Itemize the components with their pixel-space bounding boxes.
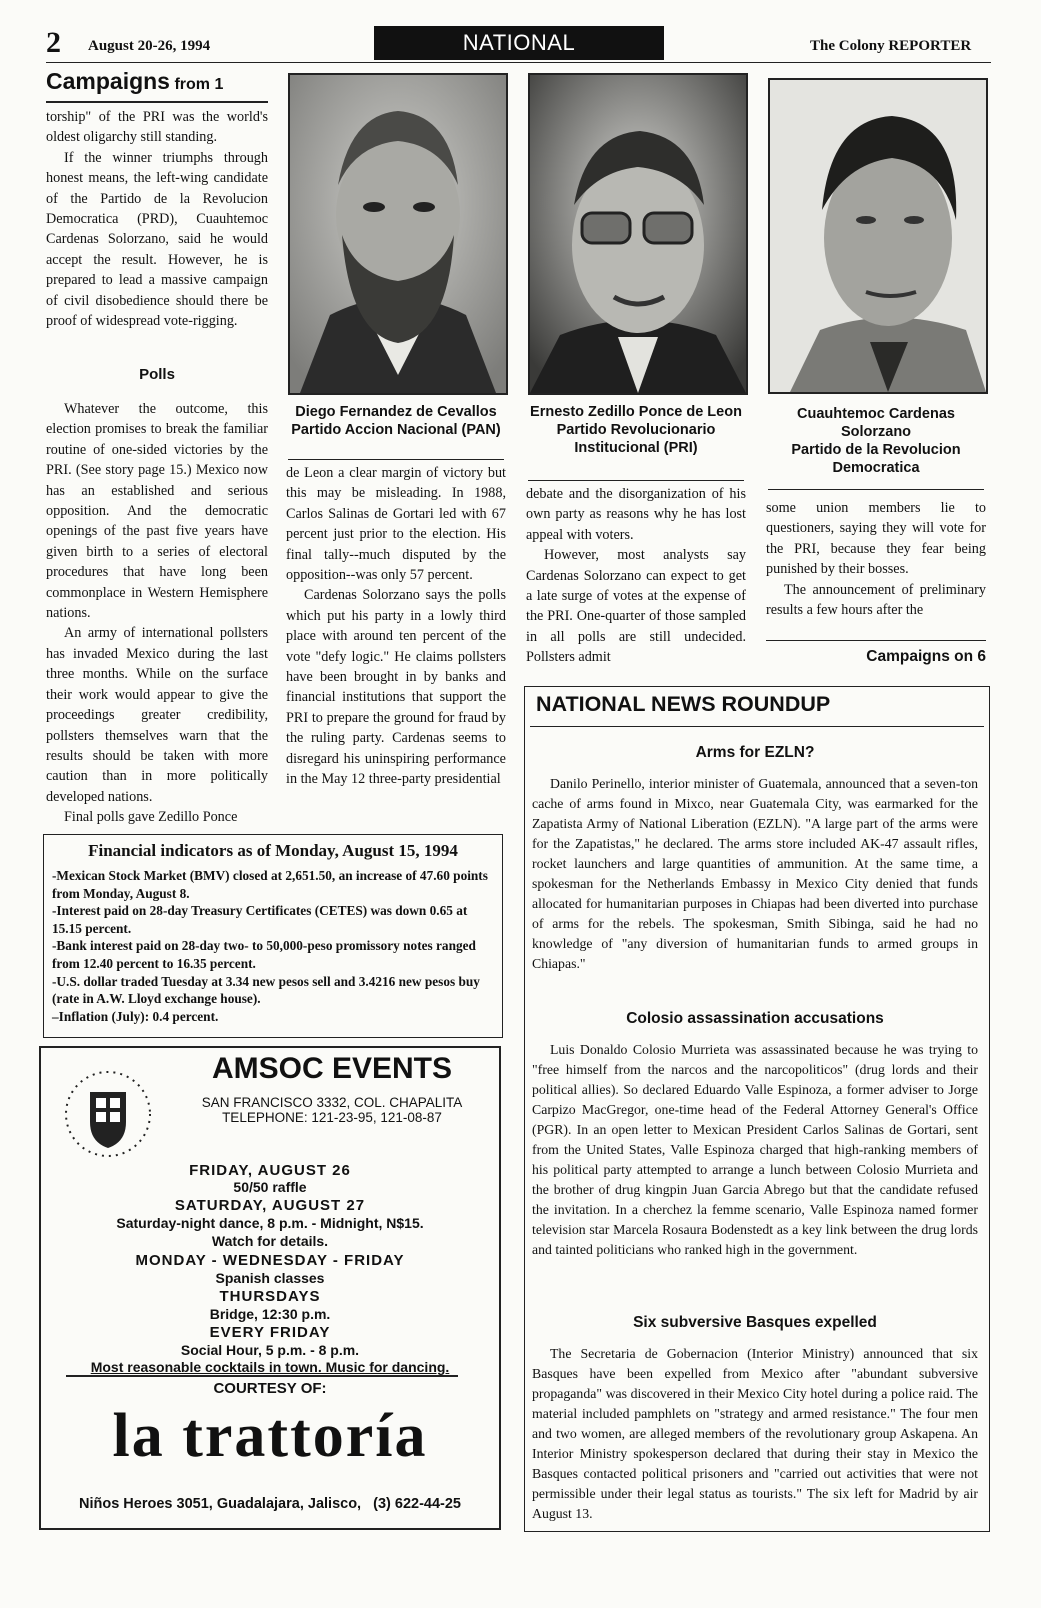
sponsor-address: Niños Heroes 3051, Guadalajara, Jalisco,	[79, 1496, 362, 1512]
caption-rule	[288, 459, 504, 460]
event-detail: Most reasonable cocktails in town. Music for dancing.	[90, 1359, 450, 1375]
article-paragraph: An army of international pollsters has invaded Mexico during the last three months. While on the surface their work would appear to give the proceedings greater credibility, pollsters themselves warn that the results should be taken with more caution than in more politically developed nations.	[46, 625, 268, 805]
caption-name: Ernesto Zedillo Ponce de Leon	[530, 404, 742, 420]
event-day: FRIDAY, AUGUST 26	[189, 1162, 351, 1179]
article-paragraph: torship" of the PRI was the world's oldest oligarchy still standing.	[46, 109, 268, 146]
article-paragraph: The announcement of preliminary results a few hours after the	[766, 581, 986, 619]
photo-fernandez-de-cevallos	[288, 73, 508, 395]
event-day: THURSDAYS	[219, 1288, 321, 1305]
article-paragraph: Cardenas Solorzano says the polls which put his party in a lowly third place with around ten percent of the vote "defy logic." He claims pollsters have been brought in by banks and financial institutions that support the PRI to prepare the ground for fraud by the ruling party. Cardenas seems to disregard his uninspiring performance in the May 12 three-party presidential	[286, 587, 506, 788]
article-column-4	[766, 498, 986, 620]
caption-fernandez	[283, 403, 509, 439]
photo-zedillo	[528, 73, 748, 395]
financial-item: -Mexican Stock Market (BMV) closed at 2,651.50, an increase of 47.60 points from Monday, August 8.	[52, 868, 488, 901]
story-text: The Secretaria de Gobernacion (Interior Ministry) announced that six Basques have been expelled from Mexico after "abundant subversive propaganda" was discovered in their Mexico City hotel during a police raid. The material included pamphlets on "strategy and armed resistance." The four men and two women, are alleged members of the revolutionary group Askapena. An Interior Ministry spokesperson declared that during their stay in Mexico the Basques contacted political prisoners and "carried out activities that were not permissible under their legal status as tourists." The six left for Madrid by air August 13.	[532, 1346, 978, 1521]
financial-item: –Inflation (July): 0.4 percent.	[52, 1008, 219, 1024]
story-text: Danilo Perinello, interior minister of Guatemala, announced that a seven-ton cache of arms found in Mixco, near Guatemala City, was earmarked for the Zapatista Army of National Liberation (EZLN). "A large part of the arms were for the Zapatistas," he declared. The arms store included AK-47 assault rifles, rocket launchers and large quantities of ammunition. At the same time, a spokesman for the Netherlands Embassy in Mexico City denied that funds allocated for humanitarian purposes in Chiapas had been diverted into purchase of arms for the rebels. The spokesman, Smith Sibinga, said he had no knowledge of "any diversion of humanitarian funds to armed groups in Chiapas."	[532, 776, 978, 971]
roundup-story-arms	[532, 744, 978, 974]
story-headline: Arms for EZLN?	[695, 744, 815, 761]
caption-zedillo	[522, 403, 750, 457]
financial-item: -U.S. dollar traded Tuesday at 3.34 new pesos sell and 3.4216 new pesos buy (rate in A.W. Lloyd exchange house).	[52, 973, 480, 1007]
masthead-rule	[46, 62, 991, 63]
page-number: 2	[46, 26, 61, 59]
financial-indicators-box	[43, 834, 503, 1038]
article-paragraph: Whatever the outcome, this election promises to break the familiar routine of one-sided victories by the PRI. (See story page 15.) Mexico now has an established and serious opposition. And the democratic openings of the past five years have given birth to a series of electoral procedures that have long been commonplace in Western Hemisphere nations.	[46, 401, 268, 622]
sponsor-logo: la trattoría	[112, 1402, 428, 1470]
issue-date: August 20-26, 1994	[88, 38, 211, 54]
article-paragraph: If the winner triumphs through honest means, the left-wing candidate of the Partido de la Revolucion Democratica (PRD), Cuauhtemoc Cardenas Solorzano, said he would accept the result. However, he is prepared to lead a massive campaign of civil disobedience should there be proof of widespread vote-rigging.	[46, 149, 268, 330]
amsoc-title: AMSOC EVENTS	[211, 1052, 453, 1085]
event-detail: Saturday-night dance, 8 p.m. - Midnight, N$15.	[116, 1215, 424, 1231]
event-detail: Social Hour, 5 p.m. - 8 p.m.	[180, 1342, 360, 1358]
article-paragraph: some union members lie to questioners, saying they will vote for the PRI, because they fear being punished by their bosses.	[766, 500, 986, 578]
roundup-rule	[530, 726, 984, 727]
subhead-polls: Polls	[139, 366, 175, 383]
jump-rule	[766, 640, 986, 641]
caption-rule	[768, 489, 984, 490]
sponsor-contact	[46, 1496, 494, 1512]
article-column-1a	[46, 107, 268, 331]
article-column-2	[286, 463, 506, 790]
financial-item: -Bank interest paid on 28-day two- to 50,000-peso promissory notes ranged from 12.40 percent to 16.35 percent.	[52, 938, 476, 971]
article-column-1b	[46, 399, 268, 828]
sponsor-phone: (3) 622-44-25	[373, 1496, 461, 1512]
event-day: MONDAY - WEDNESDAY - FRIDAY	[135, 1252, 405, 1269]
story-headline: Colosio assassination accusations	[626, 1010, 884, 1027]
roundup-story-colosio	[532, 1010, 978, 1260]
amsoc-address: SAN FRANCISCO 3332, COL. CHAPALITA	[201, 1095, 463, 1110]
event-day: SATURDAY, AUGUST 27	[174, 1197, 366, 1214]
article-paragraph: debate and the disorganization of his own party as reasons why he has lost appeal with voters.	[526, 486, 746, 543]
amsoc-telephone: TELEPHONE: 121-23-95, 121-08-87	[222, 1110, 442, 1125]
portrait-image	[530, 75, 746, 393]
story-headline: Six subversive Basques expelled	[633, 1314, 877, 1331]
story-text: Luis Donaldo Colosio Murrieta was assassinated because he was trying to "free himself from the narcos and the narcopoliticos" (drug lords and their political allies). So declared Eduardo Valle Espinoza, a former adviser to Jorge Carpizo MacGregor, one-time head of the Federal Attorney General's Office (PGR). In an open letter to Mexican President Carlos Salinas de Gortari, sent from the United States, Valle Espinoza charged that high-ranking members of his political party attempted to arrange a lunch between Colosio Murrieta and the brother of drug kingpin Juan Garcia Abrego but that the candidate refused the invitation. In a cherchez la femme scenario, Valle Espinoza named former television star Marcela Rosaura Bodenstedt as a key link between the drug lords and tainted politicians who ranked high in the government.	[532, 1042, 978, 1257]
caption-party: Partido de la Revolucion Democratica	[791, 442, 961, 476]
amsoc-divider	[66, 1375, 458, 1377]
caption-name: Diego Fernandez de Cevallos	[295, 404, 497, 420]
article-headline	[46, 68, 223, 95]
financial-item: -Interest paid on 28-day Treasury Certificates (CETES) was down 0.65 at 15.15 percent.	[52, 903, 468, 936]
photo-cardenas	[768, 78, 988, 394]
paper-name: The Colony REPORTER	[810, 38, 972, 54]
amsoc-logo-icon	[60, 1066, 156, 1162]
event-day: EVERY FRIDAY	[209, 1324, 331, 1341]
event-detail: Spanish classes	[215, 1270, 325, 1286]
portrait-image	[770, 80, 986, 392]
amsoc-courtesy: COURTESY OF:	[213, 1380, 327, 1397]
section-banner: NATIONAL	[374, 26, 664, 60]
jump-line[interactable]: Campaigns on 6	[866, 648, 986, 665]
event-detail: Bridge, 12:30 p.m.	[209, 1306, 331, 1322]
headline-rule	[46, 101, 268, 103]
amsoc-schedule	[46, 1162, 494, 1376]
event-detail: 50/50 raffle	[233, 1179, 307, 1195]
roundup-title: NATIONAL NEWS ROUNDUP	[536, 692, 831, 716]
caption-party: Partido Accion Nacional (PAN)	[291, 422, 501, 438]
caption-party: Partido Revolucionario Institucional (PRI)	[556, 422, 716, 456]
event-detail: Watch for details.	[211, 1233, 329, 1249]
caption-rule	[528, 480, 744, 481]
portrait-image	[290, 75, 506, 393]
article-paragraph: However, most analysts say Cardenas Solorzano can expect to get a late surge of votes at the expense of the PRI. One-quarter of those sampled in all polls are still undecided. Pollsters admit	[526, 547, 746, 666]
caption-cardenas	[772, 405, 980, 477]
headline-jump-from: from 1	[174, 76, 224, 93]
caption-name: Cuauhtemoc Cardenas Solorzano	[797, 406, 955, 440]
article-column-3	[526, 484, 746, 668]
headline-text: Campaigns	[46, 68, 170, 94]
roundup-story-basques	[532, 1314, 978, 1524]
article-paragraph: de Leon a clear margin of victory but this may be misleading. In 1988, Carlos Salinas de Gortari led with 67 percent just prior to the election. His final tally--much disputed by the opposition--was only 57 percent.	[286, 465, 506, 584]
financial-title: Financial indicators as of Monday, August 15, 1994	[88, 841, 458, 860]
article-paragraph: Final polls gave Zedillo Ponce	[64, 809, 238, 826]
